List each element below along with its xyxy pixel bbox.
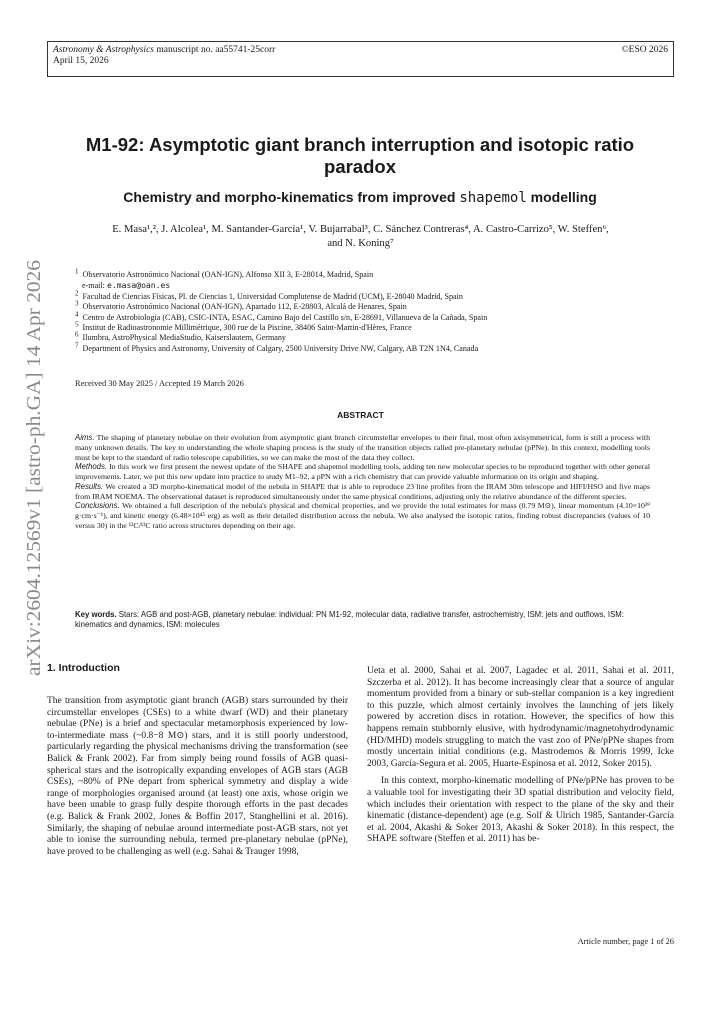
affiliation: $^5$ Institut de Radioastronomie Millimétrique, 300 rue de la Piscine, 38406 Saint-Martin-d'Hères, France: [75, 320, 412, 333]
arxiv-stamp[interactable]: [18, 258, 46, 678]
manuscript-number: manuscript no. aa55741-25corr: [156, 45, 276, 55]
abstract-conclusions: Conclusions. We obtained a full description of the nebula's physical and chemical properties, and we provide the total estimates for mass (0.79 M⊙), linear momentum (4.10×10³⁹ g·cm·s⁻¹), and kinetic energy (6.48×10⁴⁵ erg) as well as their detailed distribution across the nebula. We also analysed the isotopic ratios, finding robust discrepancies (values of 10 versus 30) in the ¹²C/¹³C ratio across structures depending on their age.: [75, 501, 650, 530]
email-link[interactable]: e.masa@oan.es: [106, 280, 171, 291]
received-date: Received 30 May 2025 / Accepted 19 March 2026: [75, 379, 244, 388]
paper-title: M1-92: Asymptotic giant branch interruption and isotopic ratio paradox: [85, 134, 635, 177]
page-footer: Article number, page 1 of 26: [577, 937, 674, 946]
left-column: [47, 696, 348, 858]
email-line: e-mail: e.masa@oan.es: [82, 280, 171, 291]
arxiv-id[interactable]: arXiv:2604.12569v1 [astro-ph.GA] 14 Apr 2026: [24, 296, 45, 676]
affiliation: $^2$ Facultad de Ciencias Físicas, Pl. de Ciencias 1, Universidad Complutense de Madrid (UCM), E-28040 Madrid, Spain: [75, 289, 463, 301]
affiliation: $^3$ Observatorio Astronómico Nacional (OAN-IGN), Apartado 112, E-28803, Alcalá de Henares, Spain: [75, 299, 407, 312]
subtitle-post: modelling: [526, 189, 597, 205]
abstract-aims: Aims. The shaping of planetary nebulae on their evolution from asymptotic giant branch circumstellar envelopes to their final, most often axisymmetrical, form is still a process with many unknown details. The key to understanding the whole shaping process is the study of the transition objects called pre-planetary nebulae (pPNe). In this context, modelling tools must be kept to the standard of radio telescope capabilities, so we can make the most of the data they collect.: [75, 433, 650, 462]
abstract-results: Results. We created a 3D morpho-kinematical model of the nebula in SHAPE that is able to reproduce 23 line profiles from the IRAM 30m telescope and HIFI/HSO and five maps from IRAM NOEMA. The observational dataset is reproduced simultaneously under the same physical conditions, adjusting only the relative abundance of the different species.: [75, 481, 650, 501]
keywords: [75, 610, 650, 630]
affiliation: $^6$ Ilumbra, AstroPhysical MediaStudio, Kaiserslautern, Germany: [75, 330, 286, 343]
authors-line-2: and N. Koning⁷: [327, 238, 394, 249]
copyright: ©ESO 2026: [621, 45, 668, 55]
keywords-text: Stars: AGB and post-AGB, planetary nebulae: individual: PN M1-92, molecular data, radiative transfer, astrochemistry, ISM: jets and outflows, ISM: kinematics and dynamics, ISM: molecules: [75, 610, 624, 629]
keywords-label: Key words.: [75, 610, 117, 619]
subtitle-pre: Chemistry and morpho-kinematics from improved: [123, 189, 460, 205]
abstract-heading: ABSTRACT: [337, 410, 384, 420]
header-left: [53, 45, 275, 67]
right-column: [367, 666, 674, 846]
abstract-body: [75, 433, 650, 531]
affiliation: $^7$ Department of Physics and Astronomy, University of Calgary, 2500 University Drive NW, Calgary, AB T2N 1N4, Canada: [75, 341, 479, 353]
abstract-methods: Methods. In this work we first present the newest update of the SHAPE and shapemol modelling tools, adding ten new molecular species to be reproduced together with other general improvements. Later, we put this new update into practice to study M1–92, a pPN with a rich chemistry that can provide valuable information on its origin and shaping.: [75, 462, 650, 481]
section-heading: 1. Introduction: [47, 662, 120, 674]
intro-paragraph-1-cont: Ueta et al. 2000, Sahai et al. 2007, Lagadec et al. 2011, Sahai et al. 2011, Szczerba et al. 2012). It has become increasingly clear that a source of angular momentum provided from a binary or sub-stellar companion is a key ingredient to this puzzle, which almost certainly involves the launching of jets likely powered by accretion discs in rotation. However, the specifics of how this happens remain stubbornly elusive, with hydrodynamic/magnetohydrodynamic (HD/MHD) models struggling to match the vast zoo of PNe/pPNe shapes from mostly uncertain initial conditions (e.g. Mastrodemos & Morris 1999, Icke 2003, García-Segura et al. 2005, Huarte-Espinosa et al. 2012, Soker 2015).: [367, 666, 674, 769]
author-list: [47, 223, 674, 251]
authors-line-1: E. Masa¹,², J. Alcolea¹, M. Santander-García¹, V. Bujarrabal³, C. Sánchez Contreras⁴, A. Castro-Carrizo⁵, W. Steffen⁶,: [112, 224, 609, 235]
paper-subtitle: [60, 189, 660, 206]
intro-paragraph-1: The transition from asymptotic giant branch (AGB) stars surrounded by their circumstellar envelopes (CSEs) to a white dwarf (WD) and their planetary nebulae (PNe) is a brief and spectacular metamorphosis experienced by low-to-intermediate mass (~0.8−8 M⊙) stars, and it is still poorly understood, particularly regarding the physical mechanisms driving the transformation (see Balick & Frank 2002). Far from simply being round fossils of AGB quasi-spherical stars and the isotropically expanding envelopes of AGB stars (AGB CSEs), ~80% of PNe depart from spherical symmetry and display a wide range of morphologies organised around (at least) one axis, whose origin we have been unable to grasp fully despite thorough efforts in the past decades (e.g. Balick & Frank 2002, Jones & Boffin 2017, Stanghellini et al. 2016). Similarly, the shaping of nebulae around intermediate post-AGB stars, not yet able to ionise the surrounding nebula, termed pre-planetary nebulae (pPNe), have proved to be challenging as well (e.g. Sahai & Trauger 1998,: [47, 696, 348, 857]
manuscript-date: April 15, 2026: [53, 56, 109, 66]
intro-paragraph-2: In this context, morpho-kinematic modelling of PNe/pPNe has proven to be a valuable tool for investigating their 3D spatial distribution and velocity field, which includes their orientation with respect to the plane of the sky and their kinematic (distance-dependent) age (e.g. Solf & Ulrich 1985, Santander-García et al. 2004, Akashi & Soker 2013, Akashi & Soker 2018). In this respect, the SHAPE software (Steffen et al. 2011) has be-: [367, 776, 674, 845]
affiliations: [75, 267, 675, 354]
subtitle-code: shapemol: [459, 190, 527, 206]
affiliation: $^1$ Observatorio Astronómico Nacional (OAN-IGN), Alfonso XII 3, E-28014, Madrid, Spain: [75, 267, 374, 279]
header-box: [47, 41, 674, 77]
journal-name: Astronomy & Astrophysics: [53, 45, 154, 55]
affiliation: $^4$ Centro de Astrobiología (CAB), CSIC-INTA, ESAC, Camino Bajo del Castillo s/n, E-28691, Villanueva de la Cañada, Spain: [75, 309, 488, 322]
